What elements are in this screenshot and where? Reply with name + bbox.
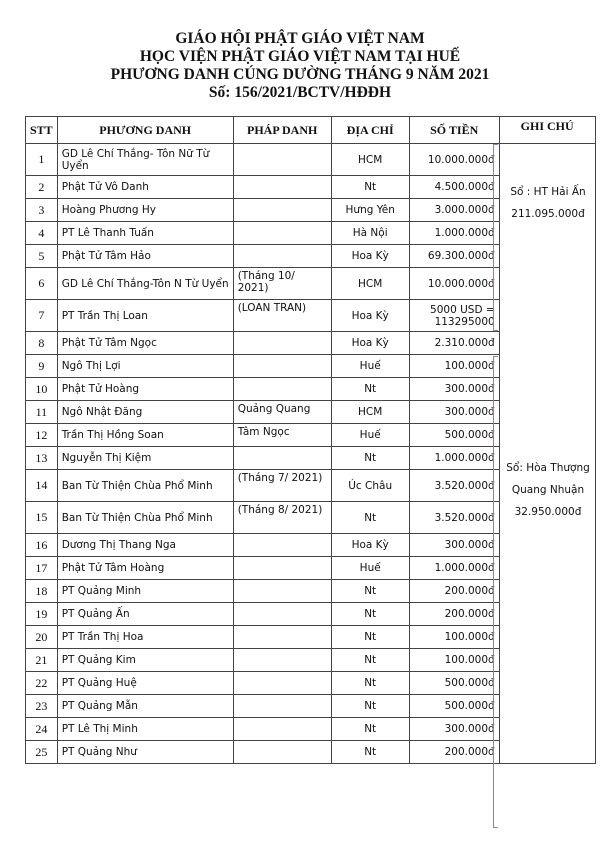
row-dia-chi: Hà Nội bbox=[331, 222, 409, 245]
row-phap-danh bbox=[233, 245, 331, 268]
row-phap-danh: Tâm Ngọc bbox=[233, 424, 331, 447]
row-dia-chi: Huế bbox=[331, 355, 409, 378]
col-dia-chi: ĐỊA CHỈ bbox=[331, 117, 409, 144]
row-phuong-danh: PT Quảng Mẫn bbox=[57, 695, 233, 718]
row-phuong-danh: PT Quảng Kim bbox=[57, 649, 233, 672]
row-dia-chi: HCM bbox=[331, 144, 409, 176]
note-1-amount: 211.095.000đ bbox=[511, 208, 585, 220]
row-so-tien: 100.000đ bbox=[409, 355, 499, 378]
row-dia-chi: Nt bbox=[331, 502, 409, 534]
row-phap-danh bbox=[233, 695, 331, 718]
row-phuong-danh: Phật Tử Tâm Hoàng bbox=[57, 557, 233, 580]
document-number: Số: 156/2021/BCTV/HĐĐH bbox=[208, 84, 392, 101]
col-phuong-danh: PHƯƠNG DANH bbox=[57, 117, 233, 144]
table-header-row bbox=[26, 117, 596, 144]
row-phap-danh bbox=[233, 718, 331, 741]
row-dia-chi: Nt bbox=[331, 649, 409, 672]
row-stt: 9 bbox=[26, 355, 58, 378]
row-so-tien: 1.000.000đ bbox=[409, 222, 499, 245]
row-stt: 18 bbox=[26, 580, 58, 603]
row-so-tien: 300.000đ bbox=[409, 534, 499, 557]
row-phuong-danh: PT Lê Thị Minh bbox=[57, 718, 233, 741]
row-stt: 10 bbox=[26, 378, 58, 401]
row-phuong-danh: Trần Thị Hồng Soan bbox=[57, 424, 233, 447]
row-so-tien: 100.000đ bbox=[409, 649, 499, 672]
row-dia-chi: Hoa Kỳ bbox=[331, 534, 409, 557]
row-stt: 7 bbox=[26, 300, 58, 332]
row-phap-danh bbox=[233, 144, 331, 176]
row-stt: 6 bbox=[26, 268, 58, 300]
note-1-label: Sổ : HT Hải Ấn bbox=[510, 186, 586, 198]
row-phap-danh bbox=[233, 649, 331, 672]
row-so-tien: 200.000đ bbox=[409, 741, 499, 764]
row-phuong-danh: Phật Tử Tâm Hảo bbox=[57, 245, 233, 268]
row-phuong-danh: Ngô Nhật Đăng bbox=[57, 401, 233, 424]
row-so-tien: 1.000.000đ bbox=[409, 447, 499, 470]
row-stt: 17 bbox=[26, 557, 58, 580]
col-stt: STT bbox=[26, 117, 58, 144]
row-dia-chi: Hưng Yên bbox=[331, 199, 409, 222]
row-dia-chi: Nt bbox=[331, 603, 409, 626]
note-2-label: Sổ: Hòa Thượng bbox=[506, 462, 590, 474]
col-ghi-chu: GHI CHÚ bbox=[499, 117, 595, 144]
row-dia-chi: HCM bbox=[331, 268, 409, 300]
row-phuong-danh: Dương Thị Thang Nga bbox=[57, 534, 233, 557]
note-2-name: Quang Nhuận bbox=[511, 484, 585, 496]
row-stt: 25 bbox=[26, 741, 58, 764]
row-stt: 11 bbox=[26, 401, 58, 424]
row-stt: 24 bbox=[26, 718, 58, 741]
row-phap-danh: Quảng Quang bbox=[233, 401, 331, 424]
row-phap-danh: (Tháng 8/ 2021) bbox=[233, 502, 331, 534]
row-dia-chi: Nt bbox=[331, 580, 409, 603]
table-row bbox=[26, 144, 596, 176]
row-phuong-danh: Phật Tử Tâm Ngọc bbox=[57, 332, 233, 355]
row-so-tien: 200.000đ bbox=[409, 580, 499, 603]
row-stt: 2 bbox=[26, 176, 58, 199]
row-phuong-danh: Phật Tử Hoàng bbox=[57, 378, 233, 401]
row-stt: 1 bbox=[26, 144, 58, 176]
row-phap-danh bbox=[233, 626, 331, 649]
row-phap-danh bbox=[233, 378, 331, 401]
row-dia-chi: Úc Châu bbox=[331, 470, 409, 502]
row-stt: 21 bbox=[26, 649, 58, 672]
row-stt: 4 bbox=[26, 222, 58, 245]
row-stt: 12 bbox=[26, 424, 58, 447]
row-dia-chi: Huế bbox=[331, 424, 409, 447]
row-phuong-danh: Ban Từ Thiện Chùa Phổ Minh bbox=[57, 470, 233, 502]
row-stt: 23 bbox=[26, 695, 58, 718]
row-dia-chi: Hoa Kỳ bbox=[331, 332, 409, 355]
row-phap-danh bbox=[233, 557, 331, 580]
table-body bbox=[26, 144, 596, 764]
row-phuong-danh: Ban Từ Thiện Chùa Phổ Minh bbox=[57, 502, 233, 534]
org-title: GIÁO HỘI PHẬT GIÁO VIỆT NAM bbox=[175, 30, 425, 47]
row-phuong-danh: PT Quảng Huệ bbox=[57, 672, 233, 695]
row-dia-chi: Nt bbox=[331, 695, 409, 718]
row-so-tien: 500.000đ bbox=[409, 672, 499, 695]
note-bracket-1 bbox=[493, 144, 498, 331]
row-ghi-chu bbox=[499, 144, 595, 764]
row-phap-danh bbox=[233, 741, 331, 764]
row-phuong-danh: Nguyễn Thị Kiệm bbox=[57, 447, 233, 470]
row-dia-chi: HCM bbox=[331, 401, 409, 424]
row-phap-danh bbox=[233, 222, 331, 245]
row-phap-danh bbox=[233, 447, 331, 470]
row-phap-danh bbox=[233, 199, 331, 222]
document-title: PHƯƠNG DANH CÚNG DƯỜNG THÁNG 9 NĂM 2021 bbox=[110, 66, 490, 83]
row-dia-chi: Hoa Kỳ bbox=[331, 245, 409, 268]
row-phuong-danh: PT Quảng Minh bbox=[57, 580, 233, 603]
row-phap-danh bbox=[233, 672, 331, 695]
row-phap-danh: (LOAN TRAN) bbox=[233, 300, 331, 332]
row-so-tien: 1.000.000đ bbox=[409, 557, 499, 580]
note-2-amount: 32.950.000đ bbox=[514, 506, 582, 518]
row-stt: 14 bbox=[26, 470, 58, 502]
row-stt: 8 bbox=[26, 332, 58, 355]
row-so-tien: 200.000đ bbox=[409, 603, 499, 626]
row-stt: 19 bbox=[26, 603, 58, 626]
row-phap-danh bbox=[233, 534, 331, 557]
row-phuong-danh: PT Quảng Ấn bbox=[57, 603, 233, 626]
row-dia-chi: Huế bbox=[331, 557, 409, 580]
row-phap-danh bbox=[233, 580, 331, 603]
row-dia-chi: Nt bbox=[331, 741, 409, 764]
row-stt: 3 bbox=[26, 199, 58, 222]
row-so-tien: 10.000.000đ bbox=[409, 268, 499, 300]
row-stt: 16 bbox=[26, 534, 58, 557]
row-phuong-danh: GD Lê Chí Thắng- Tôn Nữ Từ Uyển bbox=[57, 144, 233, 176]
row-stt: 15 bbox=[26, 502, 58, 534]
col-phap-danh: PHÁP DANH bbox=[233, 117, 331, 144]
row-so-tien: 300.000đ bbox=[409, 401, 499, 424]
row-phap-danh bbox=[233, 332, 331, 355]
row-dia-chi: Nt bbox=[331, 378, 409, 401]
institute-title: HỌC VIỆN PHẬT GIÁO VIỆT NAM TẠI HUẾ bbox=[139, 48, 461, 65]
row-so-tien: 500.000đ bbox=[409, 424, 499, 447]
note-bracket-2 bbox=[493, 356, 498, 828]
row-phuong-danh: GD Lê Chí Thắng-Tôn N Từ Uyển bbox=[57, 268, 233, 300]
row-dia-chi: Hoa Kỳ bbox=[331, 300, 409, 332]
row-so-tien: 100.000đ bbox=[409, 626, 499, 649]
row-so-tien: 10.000.000đ bbox=[409, 144, 499, 176]
row-so-tien: 4.500.000đ bbox=[409, 176, 499, 199]
row-dia-chi: Nt bbox=[331, 718, 409, 741]
row-dia-chi: Nt bbox=[331, 672, 409, 695]
row-so-tien: 500.000đ bbox=[409, 695, 499, 718]
row-stt: 13 bbox=[26, 447, 58, 470]
row-phap-danh bbox=[233, 355, 331, 378]
row-dia-chi: Nt bbox=[331, 447, 409, 470]
row-so-tien: 69.300.000đ bbox=[409, 245, 499, 268]
row-phap-danh bbox=[233, 176, 331, 199]
row-stt: 22 bbox=[26, 672, 58, 695]
row-phuong-danh: Ngô Thị Lợi bbox=[57, 355, 233, 378]
row-phuong-danh: PT Lê Thanh Tuấn bbox=[57, 222, 233, 245]
row-so-tien: 3.000.000đ bbox=[409, 199, 499, 222]
row-so-tien: 2.310.000đ bbox=[409, 332, 499, 355]
row-so-tien: 300.000đ bbox=[409, 378, 499, 401]
row-so-tien: 3.520.000đ bbox=[409, 502, 499, 534]
row-phuong-danh: Hoàng Phương Hy bbox=[57, 199, 233, 222]
row-phap-danh: (Tháng 7/ 2021) bbox=[233, 470, 331, 502]
row-phap-danh bbox=[233, 603, 331, 626]
row-so-tien: 5000 USD = 113295000 bbox=[409, 300, 499, 332]
col-so-tien: SỐ TIỀN bbox=[409, 117, 499, 144]
row-phuong-danh: PT Quảng Như bbox=[57, 741, 233, 764]
row-phuong-danh: PT Trần Thị Hoa bbox=[57, 626, 233, 649]
row-phuong-danh: PT Trần Thị Loan bbox=[57, 300, 233, 332]
row-dia-chi: Nt bbox=[331, 176, 409, 199]
row-phuong-danh: Phật Tử Vô Danh bbox=[57, 176, 233, 199]
row-so-tien: 3.520.000đ bbox=[409, 470, 499, 502]
row-so-tien: 300.000đ bbox=[409, 718, 499, 741]
row-phap-danh: (Tháng 10/ 2021) bbox=[233, 268, 331, 300]
row-stt: 20 bbox=[26, 626, 58, 649]
row-dia-chi: Nt bbox=[331, 626, 409, 649]
row-stt: 5 bbox=[26, 245, 58, 268]
